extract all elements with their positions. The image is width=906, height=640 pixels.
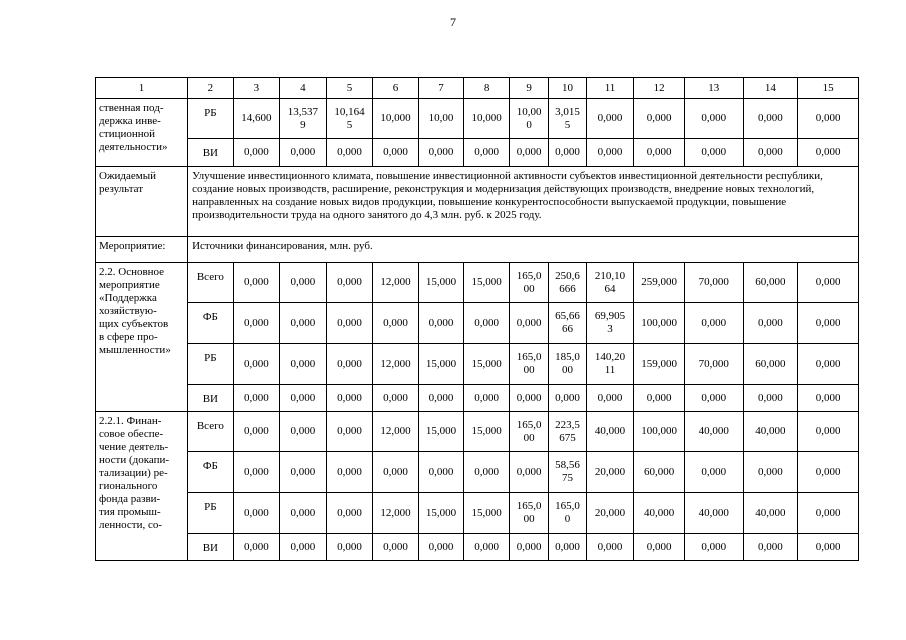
- value-cell: 0,000: [684, 139, 743, 167]
- value-cell: 210,10 64: [586, 263, 634, 303]
- value-cell: 0,000: [798, 139, 859, 167]
- value-cell: 0,000: [326, 412, 373, 452]
- value-cell: 0,000: [280, 493, 327, 534]
- value-cell: 0,000: [233, 385, 280, 412]
- value-cell: 12,000: [373, 263, 419, 303]
- value-cell: 0,000: [418, 303, 464, 344]
- value-cell: 0,000: [586, 534, 634, 561]
- value-cell: 70,000: [684, 263, 743, 303]
- funding-source-cell: ВИ: [188, 534, 234, 561]
- value-cell: 0,000: [464, 139, 510, 167]
- value-cell: 0,000: [326, 534, 373, 561]
- value-cell: 0,000: [233, 344, 280, 385]
- value-cell: 0,000: [280, 452, 327, 493]
- column-header: 11: [586, 78, 634, 99]
- value-cell: 15,000: [418, 344, 464, 385]
- value-cell: 0,000: [373, 534, 419, 561]
- value-cell: 40,000: [684, 412, 743, 452]
- value-cell: 0,000: [233, 452, 280, 493]
- value-cell: 20,000: [586, 452, 634, 493]
- event-row: [96, 237, 859, 263]
- table-row: [96, 263, 859, 303]
- value-cell: 3,015 5: [549, 99, 586, 139]
- value-cell: 0,000: [743, 385, 798, 412]
- table-row: [96, 303, 859, 344]
- value-cell: 0,000: [326, 452, 373, 493]
- table-row: [96, 385, 859, 412]
- value-cell: 259,000: [634, 263, 685, 303]
- value-cell: 0,000: [280, 263, 327, 303]
- value-cell: 40,000: [634, 493, 685, 534]
- value-cell: 0,000: [549, 534, 586, 561]
- value-cell: 40,000: [684, 493, 743, 534]
- value-cell: 15,000: [418, 412, 464, 452]
- column-header: 12: [634, 78, 685, 99]
- value-cell: 0,000: [509, 139, 548, 167]
- value-cell: 13,537 9: [280, 99, 327, 139]
- column-header: 9: [509, 78, 548, 99]
- funding-source-cell: РБ: [188, 344, 234, 385]
- value-cell: 0,000: [280, 412, 327, 452]
- event-label: Мероприятие:: [96, 237, 188, 263]
- value-cell: 165,0 00: [509, 493, 548, 534]
- expected-result-label: Ожидаемый результат: [96, 167, 188, 237]
- value-cell: 15,000: [464, 493, 510, 534]
- value-cell: 0,000: [280, 534, 327, 561]
- value-cell: 0,000: [464, 534, 510, 561]
- value-cell: 60,000: [634, 452, 685, 493]
- page-number: 7: [450, 15, 456, 29]
- value-cell: 0,000: [464, 452, 510, 493]
- value-cell: 10,00: [418, 99, 464, 139]
- value-cell: 0,000: [326, 263, 373, 303]
- table-row: [96, 99, 859, 139]
- value-cell: 0,000: [798, 534, 859, 561]
- value-cell: 0,000: [280, 344, 327, 385]
- column-header: 7: [418, 78, 464, 99]
- value-cell: 15,000: [418, 263, 464, 303]
- value-cell: 0,000: [798, 303, 859, 344]
- value-cell: 69,905 3: [586, 303, 634, 344]
- value-cell: 0,000: [684, 452, 743, 493]
- column-header: 2: [188, 78, 234, 99]
- value-cell: 12,000: [373, 412, 419, 452]
- funding-source-cell: Всего: [188, 263, 234, 303]
- value-cell: 12,000: [373, 493, 419, 534]
- value-cell: 0,000: [743, 534, 798, 561]
- column-header: 14: [743, 78, 798, 99]
- value-cell: 0,000: [418, 385, 464, 412]
- value-cell: 0,000: [634, 385, 685, 412]
- funding-source-cell: ВИ: [188, 139, 234, 167]
- value-cell: 0,000: [634, 139, 685, 167]
- column-header: 5: [326, 78, 373, 99]
- column-header: 6: [373, 78, 419, 99]
- funding-source-cell: РБ: [188, 493, 234, 534]
- value-cell: 0,000: [373, 139, 419, 167]
- column-header: 3: [233, 78, 280, 99]
- value-cell: 0,000: [509, 385, 548, 412]
- value-cell: 0,000: [798, 344, 859, 385]
- expected-result-text: Улучшение инвестиционного климата, повышение инвестиционной активности субъектов инвестиционной деятельности республики, создание новых производств, расширение, реконструкция и модернизация действующих производств, внедрение новых технологий, направленных на создание новых видов продукции, повышение конкурентоспособности выпускаемой продукции, повышение производительности труда на одного занятого до 4,3 млн. руб. к 2025 году.: [188, 167, 859, 237]
- value-cell: 250,6 666: [549, 263, 586, 303]
- value-cell: 0,000: [549, 385, 586, 412]
- expected-result-row: [96, 167, 859, 237]
- table-row: [96, 344, 859, 385]
- value-cell: 165,0 00: [509, 412, 548, 452]
- value-cell: 0,000: [326, 385, 373, 412]
- value-cell: 0,000: [509, 452, 548, 493]
- value-cell: 10,000: [373, 99, 419, 139]
- value-cell: 0,000: [586, 385, 634, 412]
- value-cell: 0,000: [326, 139, 373, 167]
- value-cell: 0,000: [280, 385, 327, 412]
- value-cell: 12,000: [373, 344, 419, 385]
- column-header: 1: [96, 78, 188, 99]
- value-cell: 100,000: [634, 412, 685, 452]
- value-cell: 0,000: [373, 452, 419, 493]
- value-cell: 10,000: [464, 99, 510, 139]
- value-cell: 0,000: [464, 303, 510, 344]
- value-cell: 0,000: [586, 139, 634, 167]
- value-cell: 15,000: [464, 344, 510, 385]
- value-cell: 223,5 675: [549, 412, 586, 452]
- funding-source-cell: РБ: [188, 99, 234, 139]
- value-cell: 0,000: [549, 139, 586, 167]
- value-cell: 0,000: [233, 303, 280, 344]
- value-cell: 0,000: [464, 385, 510, 412]
- value-cell: 0,000: [280, 139, 327, 167]
- value-cell: 0,000: [233, 263, 280, 303]
- table-row: [96, 452, 859, 493]
- value-cell: 0,000: [233, 412, 280, 452]
- value-cell: 0,000: [280, 303, 327, 344]
- value-cell: 15,000: [418, 493, 464, 534]
- value-cell: 10,00 0: [509, 99, 548, 139]
- funding-source-cell: ФБ: [188, 452, 234, 493]
- value-cell: 185,0 00: [549, 344, 586, 385]
- value-cell: 14,600: [233, 99, 280, 139]
- value-cell: 0,000: [509, 303, 548, 344]
- financing-table: [95, 77, 859, 561]
- table-row: [96, 534, 859, 561]
- value-cell: 0,000: [634, 99, 685, 139]
- table-row: [96, 412, 859, 452]
- column-header: 10: [549, 78, 586, 99]
- value-cell: 40,000: [743, 412, 798, 452]
- value-cell: 0,000: [418, 452, 464, 493]
- value-cell: 140,20 11: [586, 344, 634, 385]
- value-cell: 0,000: [418, 534, 464, 561]
- row-group-label: 2.2. Основное мероприятие «Поддержка хозяйствую- щих субъектов в сфере про- мышленности»: [96, 263, 188, 412]
- column-header: 15: [798, 78, 859, 99]
- value-cell: 10,164 5: [326, 99, 373, 139]
- value-cell: 0,000: [684, 534, 743, 561]
- value-cell: 0,000: [233, 493, 280, 534]
- value-cell: 0,000: [326, 344, 373, 385]
- value-cell: 0,000: [326, 303, 373, 344]
- table-row: [96, 139, 859, 167]
- value-cell: 165,0 00: [509, 263, 548, 303]
- column-header: 13: [684, 78, 743, 99]
- value-cell: 0,000: [743, 99, 798, 139]
- column-header: 4: [280, 78, 327, 99]
- value-cell: 70,000: [684, 344, 743, 385]
- row-group-label: ственная под- держка инве- стиционной деятельности»: [96, 99, 188, 167]
- header-row: [96, 78, 859, 99]
- value-cell: 0,000: [326, 493, 373, 534]
- value-cell: 159,000: [634, 344, 685, 385]
- value-cell: 0,000: [684, 303, 743, 344]
- value-cell: 0,000: [798, 99, 859, 139]
- value-cell: 0,000: [743, 303, 798, 344]
- funding-source-cell: ВИ: [188, 385, 234, 412]
- value-cell: 0,000: [509, 534, 548, 561]
- value-cell: 60,000: [743, 344, 798, 385]
- value-cell: 0,000: [798, 452, 859, 493]
- value-cell: 15,000: [464, 412, 510, 452]
- value-cell: 58,56 75: [549, 452, 586, 493]
- value-cell: 0,000: [798, 385, 859, 412]
- value-cell: 0,000: [373, 303, 419, 344]
- value-cell: 20,000: [586, 493, 634, 534]
- value-cell: 0,000: [233, 534, 280, 561]
- value-cell: 0,000: [684, 99, 743, 139]
- column-header: 8: [464, 78, 510, 99]
- value-cell: 60,000: [743, 263, 798, 303]
- value-cell: 0,000: [798, 493, 859, 534]
- value-cell: 0,000: [798, 412, 859, 452]
- value-cell: 165,0 00: [509, 344, 548, 385]
- value-cell: 65,66 66: [549, 303, 586, 344]
- funding-source-cell: Всего: [188, 412, 234, 452]
- value-cell: 100,000: [634, 303, 685, 344]
- value-cell: 0,000: [743, 452, 798, 493]
- value-cell: 0,000: [798, 263, 859, 303]
- value-cell: 0,000: [586, 99, 634, 139]
- value-cell: 15,000: [464, 263, 510, 303]
- row-group-label: 2.2.1. Финан- совое обеспе- чение деятель- ности (докапи- тализации) ре- гионального фонда разви- тия промыш- ленности, со-: [96, 412, 188, 561]
- value-cell: 40,000: [743, 493, 798, 534]
- funding-source-cell: ФБ: [188, 303, 234, 344]
- value-cell: 165,0 0: [549, 493, 586, 534]
- value-cell: 0,000: [418, 139, 464, 167]
- value-cell: 0,000: [743, 139, 798, 167]
- value-cell: 0,000: [233, 139, 280, 167]
- value-cell: 0,000: [373, 385, 419, 412]
- value-cell: 40,000: [586, 412, 634, 452]
- table-row: [96, 493, 859, 534]
- financing-sources-text: Источники финансирования, млн. руб.: [188, 237, 859, 263]
- value-cell: 0,000: [684, 385, 743, 412]
- value-cell: 0,000: [634, 534, 685, 561]
